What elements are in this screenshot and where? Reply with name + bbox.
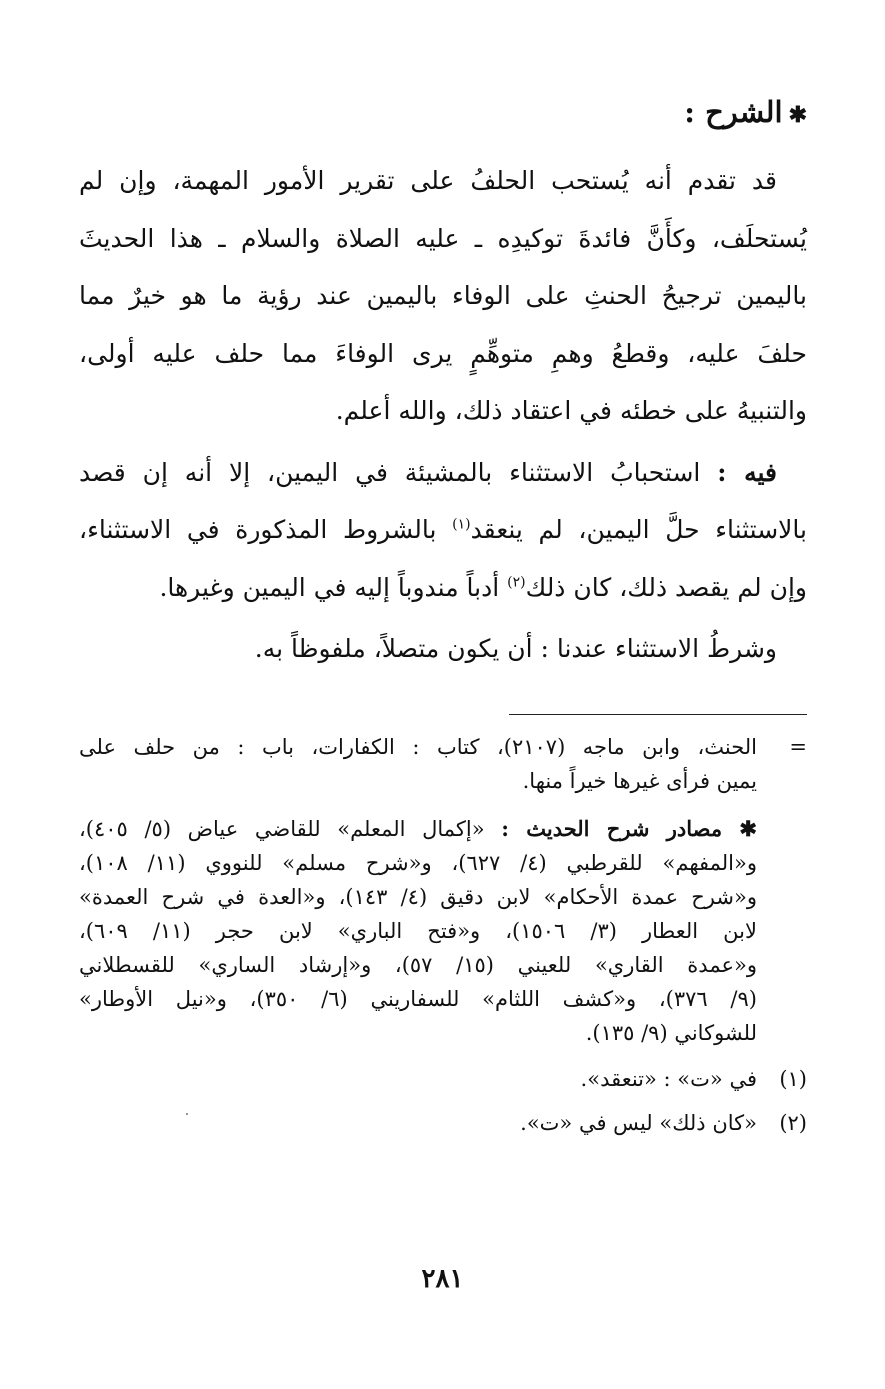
section-heading bbox=[684, 92, 807, 135]
heading-title: الشرح : bbox=[684, 95, 783, 129]
footnote-number: (٢) bbox=[779, 1111, 807, 1135]
note-line: (٩/ ٣٧٦)، و«كشف اللثام» للسفاريني (٦/ ٣٥٠)، و«نيل الأوطار» bbox=[79, 987, 757, 1011]
main-text bbox=[79, 152, 807, 682]
text-line: بالاستثناء حلَّ اليمين، لم ينعقد$^{(١)}$ بالشروط المذكورة في الاستثناء، bbox=[79, 515, 807, 544]
paragraph-lead: فيه : bbox=[717, 457, 777, 487]
continuation-marker: = bbox=[789, 735, 807, 759]
text-line: وإن لم يقصد ذلك، كان ذلك$^{(٢)}$ أدباً مندوباً إليه في اليمين وغيرها. bbox=[159, 572, 807, 602]
footnote-continuation bbox=[79, 730, 807, 798]
text-line: حلفَ عليه، وقطعُ وهمِ متوهِّمٍ يرى الوفاءَ مما حلف عليه أولى، bbox=[79, 338, 807, 368]
footnote-1 bbox=[79, 1062, 807, 1096]
footnote-ref-2[interactable]: (٢) bbox=[507, 574, 526, 591]
footnote-divider bbox=[509, 714, 807, 715]
sources-label: ✱ مصادر شرح الحديث : bbox=[501, 816, 757, 841]
note-line: للشوكاني (٩/ ١٣٥). bbox=[585, 1021, 757, 1045]
footnote-text: في «ت» : «تنعقد». bbox=[580, 1067, 757, 1091]
text-line: فيه : استحبابُ الاستثناء بالمشيئة في اليمين، إلا أنه إن قصد bbox=[79, 457, 777, 487]
hadith-sources bbox=[79, 812, 807, 1050]
note-line: ✱ مصادر شرح الحديث : «إكمال المعلم» للقاضي عياض (٥/ ٤٠٥)، bbox=[79, 816, 757, 841]
note-line: لابن العطار (٣/ ١٥٠٦)، و«فتح الباري» لابن حجر (١١/ ٦٠٩)، bbox=[79, 919, 757, 943]
paragraph-3 bbox=[79, 620, 807, 678]
note-line: و«المفهم» للقرطبي (٤/ ٦٢٧)، و«شرح مسلم» للنووي (١١/ ١٠٨)، bbox=[79, 851, 757, 875]
asterisk-icon: ✱ bbox=[788, 102, 807, 128]
footnotes-area bbox=[79, 730, 807, 1140]
speck-mark bbox=[186, 1113, 188, 1115]
text-line: باليمين ترجيحُ الحنثِ على الوفاء باليمين عند رؤية ما هو خيرٌ مما bbox=[79, 281, 807, 310]
page-number: ٢٨١ bbox=[421, 1264, 464, 1294]
paragraph-2 bbox=[79, 444, 807, 617]
footnote-number: (١) bbox=[779, 1067, 807, 1091]
note-line: و«شرح عمدة الأحكام» لابن دقيق (٤/ ١٤٣)، و«العدة في شرح العمدة» bbox=[79, 885, 757, 909]
note-line: و«عمدة القاري» للعيني (١٥/ ٥٧)، و«إرشاد الساري» للقسطلاني bbox=[79, 953, 757, 977]
text-line: وشرطُ الاستثناء عندنا : أن يكون متصلاً، ملفوظاً به. bbox=[254, 634, 777, 663]
note-line: الحنث، وابن ماجه (٢١٠٧)، كتاب : الكفارات، باب : من حلف على bbox=[79, 735, 758, 759]
note-line: يمين فرأى غيرها خيراً منها. bbox=[522, 769, 757, 793]
footnote-text: «كان ذلك» ليس في «ت». bbox=[520, 1111, 757, 1135]
footnote-2 bbox=[79, 1106, 807, 1140]
text-line: يُستحلَف، وكأَنَّ فائدةَ توكيدِه ـ عليه الصلاة والسلام ـ هذا الحديثَ bbox=[79, 223, 807, 253]
text-line: والتنبيهُ على خطئه في اعتقاد ذلك، والله أعلم. bbox=[335, 396, 807, 425]
footnote-ref-1[interactable]: (١) bbox=[452, 516, 471, 533]
text-line: قد تقدم أنه يُستحب الحلفُ على تقرير الأمور المهمة، وإن لم bbox=[79, 166, 777, 195]
paragraph-1 bbox=[79, 152, 807, 440]
